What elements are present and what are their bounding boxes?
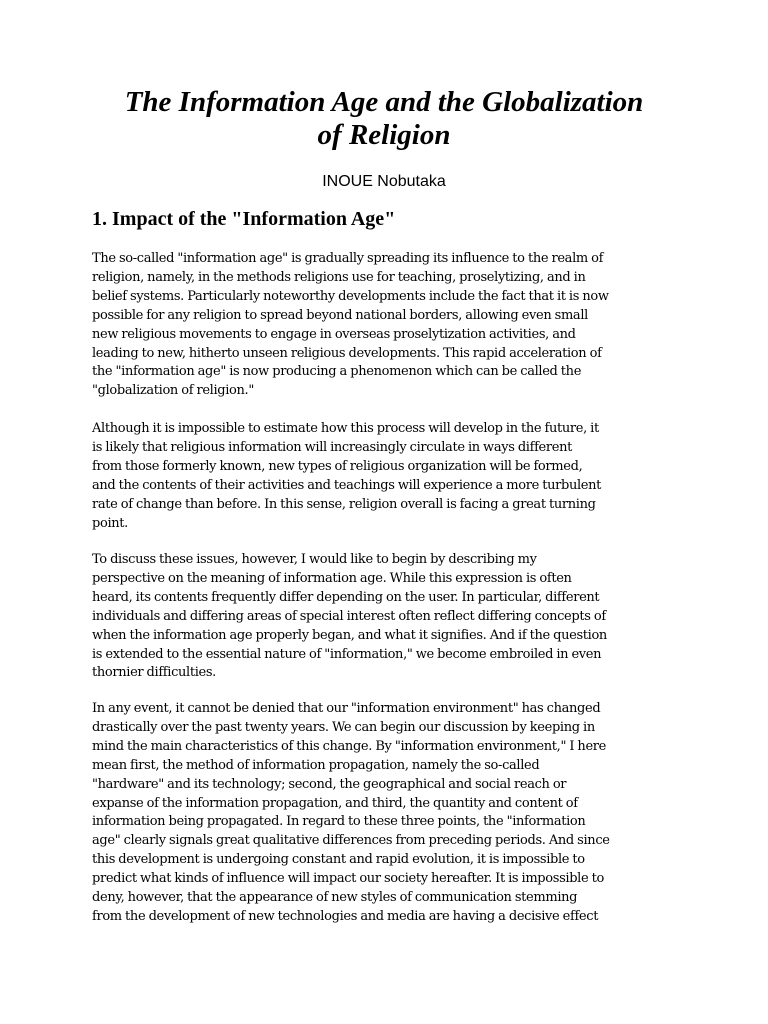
text-line: from those formerly known, new types of religious organization will be formed, [92, 458, 583, 474]
text-line: mind the main characteristics of this change. By "information environment," I here [92, 738, 607, 754]
text-line: individuals and differing areas of special interest often reflect differing concepts of [92, 608, 606, 624]
text-line: and the contents of their activities and teachings will experience a more turbulent [92, 477, 602, 493]
text-line: point. [92, 515, 128, 531]
paragraph-3 [92, 551, 676, 683]
paragraph-4 [92, 700, 676, 927]
text-line: rate of change than before. In this sense, religion overall is facing a great turning [92, 496, 596, 512]
text-line: The so-called "information age" is gradually spreading its influence to the realm of [92, 251, 604, 266]
text-line: belief systems. Particularly noteworthy developments include the fact that it is now [92, 288, 609, 304]
title-line: of Religion [317, 119, 451, 151]
text-line: age" clearly signals great qualitative differences from preceding periods. And since [92, 833, 610, 849]
author-name: INOUE Nobutaka [322, 173, 446, 190]
text-line: is likely that religious information will increasingly circulate in ways different [92, 439, 572, 455]
text-line: when the information age properly began, and what it signifies. And if the question [92, 627, 607, 643]
text-line: To discuss these issues, however, I would like to begin by describing my [92, 552, 537, 567]
title-line: The Information Age and the Globalization [124, 86, 644, 118]
text-line: Although it is impossible to estimate how this process will develop in the future, it [92, 421, 599, 436]
document-title [60, 86, 708, 152]
text-line: leading to new, hitherto unseen religious developments. This rapid acceleration of [92, 345, 602, 361]
text-line: predict what kinds of influence will impact our society hereafter. It is impossible to [92, 871, 604, 887]
section-heading: 1. Impact of the "Information Age" [92, 208, 396, 230]
text-line: religion, namely, in the methods religions use for teaching, proselytizing, and in [92, 269, 586, 285]
text-line: possible for any religion to spread beyond national borders, allowing even small [92, 307, 588, 323]
text-line: deny, however, that the appearance of new styles of communication stemming [92, 890, 578, 906]
text-line: expanse of the information propagation, and third, the quantity and content of [92, 795, 578, 811]
text-line: perspective on the meaning of information age. While this expression is often [92, 570, 572, 586]
text-line: new religious movements to engage in overseas proselytization activities, and [92, 326, 576, 342]
text-line: "hardware" and its technology; second, the geographical and social reach or [92, 776, 567, 792]
text-line: information being propagated. In regard to these three points, the "information [92, 814, 586, 830]
text-line: from the development of new technologies and media are having a decisive effect [92, 908, 599, 924]
paragraph-1 [92, 250, 676, 401]
text-line: the "information age" is now producing a phenomenon which can be called the [92, 364, 582, 380]
text-line: "globalization of religion." [92, 383, 254, 399]
text-line: this development is undergoing constant and rapid evolution, it is impossible to [92, 852, 585, 868]
text-line: thornier difficulties. [92, 665, 216, 681]
text-line: drastically over the past twenty years. We can begin our discussion by keeping in [92, 719, 595, 735]
text-line: In any event, it cannot be denied that our "information environment" has changed [92, 701, 601, 716]
text-line: mean first, the method of information propagation, namely the so-called [92, 757, 540, 773]
text-line: is extended to the essential nature of "information," we become embroiled in even [92, 646, 602, 662]
text-line: heard, its contents frequently differ depending on the user. In particular, different [92, 589, 600, 605]
paragraph-2 [92, 420, 676, 533]
